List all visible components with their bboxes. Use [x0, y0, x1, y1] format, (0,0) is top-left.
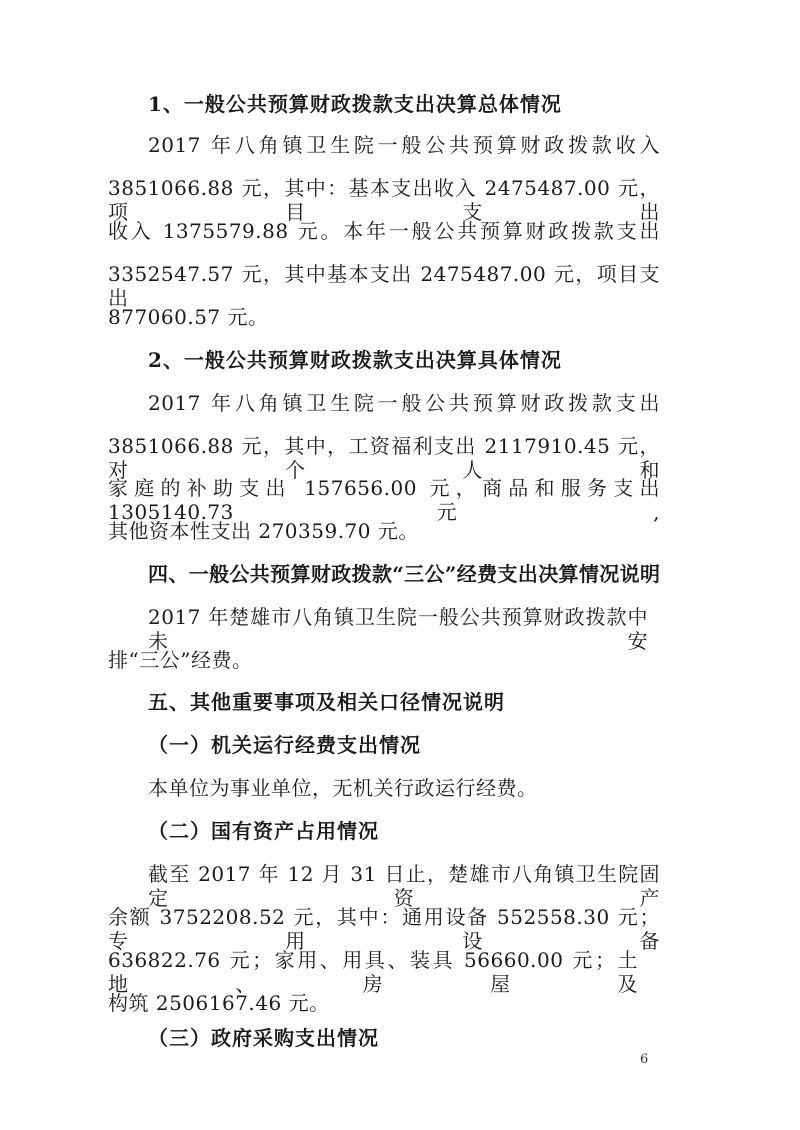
subsection-heading-3: （三）政府采购支出情况: [148, 1026, 379, 1050]
section-heading-5: 五、其他重要事项及相关口径情况说明: [148, 690, 505, 714]
paragraph-line: 收入 1375579.88 元。本年一般公共预算财政拨款支出: [108, 219, 660, 243]
section-heading-2: 2、一般公共预算财政拨款支出决算具体情况: [148, 348, 562, 372]
paragraph-line: 家庭的补助支出 157656.00 元，商品和服务支出 1305140.73 元,: [108, 476, 660, 524]
paragraph-line: 截至 2017 年 12 月 31 日止，楚雄市八角镇卫生院固定资产: [148, 862, 660, 910]
paragraph-line: 构筑 2506167.46 元。: [108, 991, 330, 1015]
paragraph-line: 3851066.88 元，其中，工资福利支出 2117910.45 元，对个人和: [108, 434, 660, 482]
subsection-heading-2: （二）国有资产占用情况: [148, 819, 379, 843]
page-number: 6: [640, 1052, 649, 1067]
paragraph-line: 877060.57 元。: [108, 305, 269, 329]
section-heading-4: 四、一般公共预算财政拨款“三公”经费支出决算情况说明: [148, 562, 660, 586]
paragraph-line: 其他资本性支出 270359.70 元。: [108, 519, 419, 543]
paragraph-line: 2017 年楚雄市八角镇卫生院一般公共预算财政拨款中未安: [148, 605, 648, 653]
paragraph-line: 余额 3752208.52 元，其中：通用设备 552558.30 元；专用设备: [108, 905, 660, 953]
paragraph-line: 3352547.57 元，其中基本支出 2475487.00 元，项目支出: [108, 262, 660, 310]
section-heading-1: 1、一般公共预算财政拨款支出决算总体情况: [148, 92, 562, 116]
paragraph-line: 2017 年八角镇卫生院一般公共预算财政拨款收入: [148, 133, 660, 157]
paragraph-line: 本单位为事业单位，无机关行政运行经费。: [148, 776, 538, 800]
paragraph-line: 636822.76 元；家用、用具、装具 56660.00 元；土地、房屋及: [108, 948, 638, 996]
paragraph-line: 排“三公”经费。: [108, 648, 253, 672]
paragraph-line: 3851066.88 元，其中：基本支出收入 2475487.00 元，项目支出: [108, 176, 660, 224]
subsection-heading-1: （一）机关运行经费支出情况: [148, 733, 421, 757]
paragraph-line: 2017 年八角镇卫生院一般公共预算财政拨款支出: [148, 391, 660, 415]
